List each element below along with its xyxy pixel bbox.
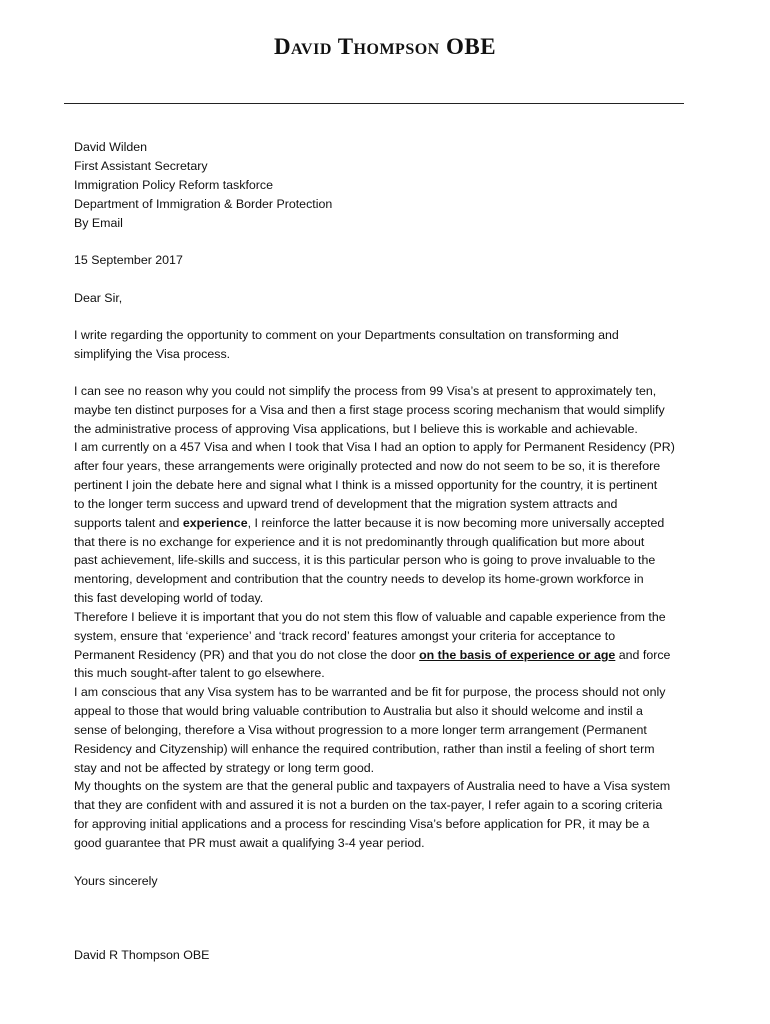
body-line: that there is no exchange for experience and it is not predominantly through qualification but more about: [74, 535, 645, 549]
body-line: I am conscious that any Visa system has to be warranted and be fit for purpose, the process should not only: [74, 685, 666, 699]
salutation: Dear Sir,: [74, 291, 123, 305]
body-line: to the longer term success and upward trend of development that the migration system attracts and: [74, 497, 618, 511]
recipient-title: First Assistant Secretary: [74, 159, 208, 173]
signature-name: David R Thompson OBE: [74, 948, 210, 962]
body-line: system, ensure that ‘experience’ and ‘track record’ features amongst your criteria for acceptance to: [74, 629, 616, 643]
letterhead-divider: [64, 103, 684, 104]
emphasis-experience-or-age: on the basis of experience or age: [419, 648, 616, 662]
body-line: Residency and Cityzenship) will enhance the required contribution, rather than instil a feeling of short term: [74, 742, 655, 756]
recipient-name: David Wilden: [74, 140, 147, 154]
body-line: [74, 646, 670, 665]
body-line: that they are confident with and assured it is not a burden on the tax-payer, I refer again to a scoring criteria: [74, 798, 663, 812]
body-line: Therefore I believe it is important that you do not stem this flow of valuable and capable experience from the: [74, 610, 666, 624]
body-line: this fast developing world of today.: [74, 591, 264, 605]
intro-line: simplifying the Visa process.: [74, 347, 231, 361]
body-line: stay and not be affected by strategy or long term good.: [74, 761, 375, 775]
letter-date: 15 September 2017: [74, 253, 183, 267]
body-text: , I reinforce the latter because it is now becoming more universally accepted: [247, 516, 665, 530]
body-line: pertinent I join the debate here and signal what I think is a missed opportunity for the country, it is pertinent: [74, 478, 658, 492]
letterhead-title: David Thompson OBE: [273, 34, 497, 59]
closing: Yours sincerely: [74, 874, 158, 888]
body-line: [74, 514, 664, 533]
emphasis-experience: experience: [182, 516, 248, 530]
body-text: Permanent Residency (PR) and that you do not close the door: [74, 648, 420, 662]
body-line: mentoring, development and contribution that the country needs to develop its home-grown workforce in: [74, 572, 644, 586]
body-line: for approving initial applications and a process for rescinding Visa’s before application for PR, it may be a: [74, 817, 650, 831]
intro-line: I write regarding the opportunity to comment on your Departments consultation on transforming and: [74, 328, 619, 342]
body-line: maybe ten distinct purposes for a Visa and then a first stage process scoring mechanism that would simplify: [74, 403, 665, 417]
body-text: and force: [615, 648, 671, 662]
body-line: past achievement, life-skills and success, it is this particular person who is going to prove invaluable to the: [74, 553, 656, 567]
body-line: this much sought-after talent to go elsewhere.: [74, 666, 325, 680]
body-line: after four years, these arrangements were originally protected and now do not seem to be so, it is therefore: [74, 459, 661, 473]
body-line: the administrative process of approving Visa applications, but I believe this is workable and achievable.: [74, 422, 638, 436]
body-line: appeal to those that would bring valuable contribution to Australia but also it should welcome and instil a: [74, 704, 643, 718]
body-line: sense of belonging, therefore a Visa without progression to a more longer term arrangement (Permanent: [74, 723, 647, 737]
body-text: supports talent and: [74, 516, 183, 530]
recipient-department: Department of Immigration & Border Protection: [74, 197, 333, 211]
body-line: good guarantee that PR must await a qualifying 3-4 year period.: [74, 836, 425, 850]
recipient-unit: Immigration Policy Reform taskforce: [74, 178, 273, 192]
body-line: I can see no reason why you could not simplify the process from 99 Visa’s at present to approximately ten,: [74, 384, 657, 398]
body-line: My thoughts on the system are that the general public and taxpayers of Australia need to have a Visa system: [74, 779, 671, 793]
recipient-delivery: By Email: [74, 216, 123, 230]
body-line: I am currently on a 457 Visa and when I took that Visa I had an option to apply for Permanent Residency (PR): [74, 440, 675, 454]
